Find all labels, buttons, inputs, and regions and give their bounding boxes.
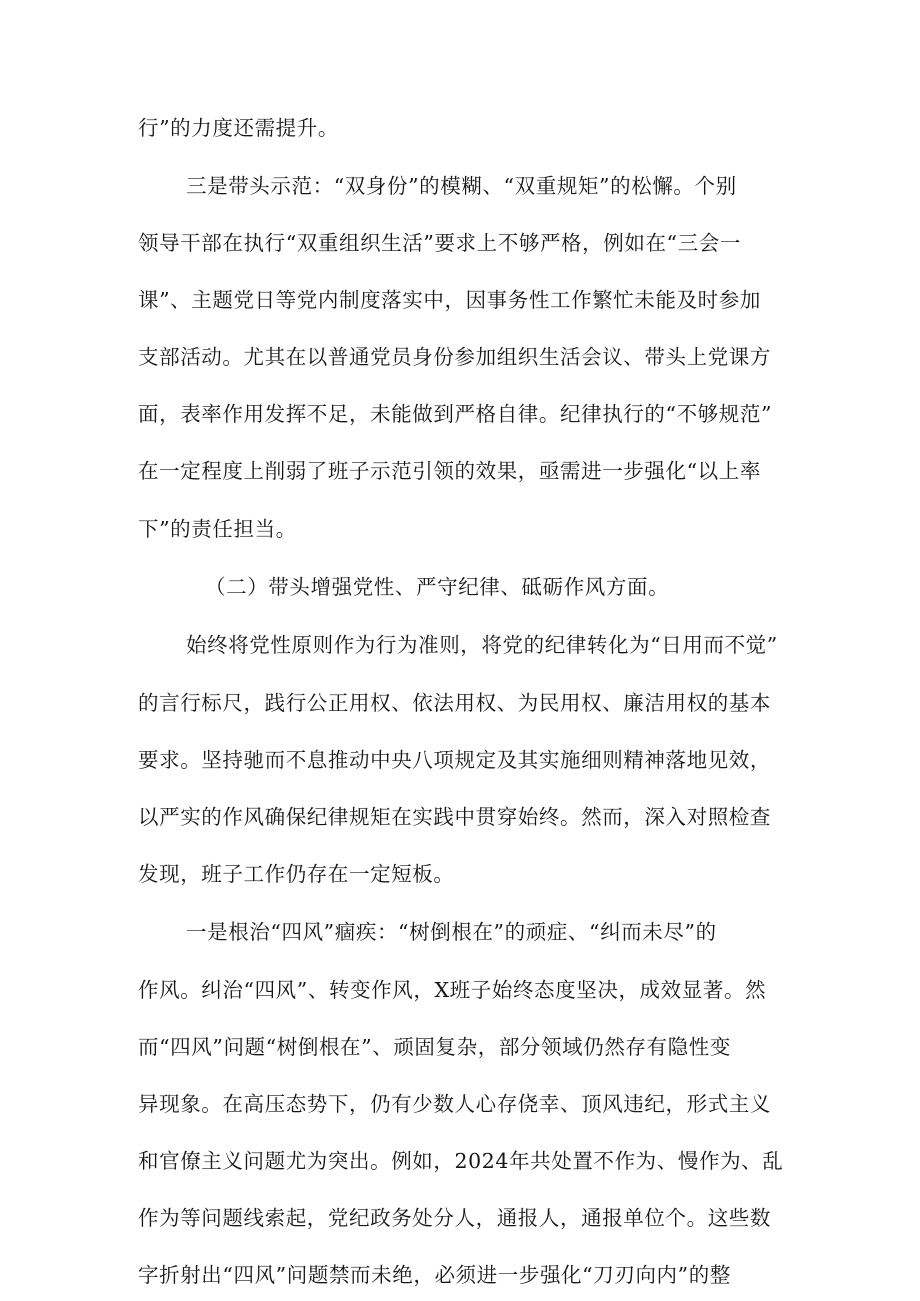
text-line-2: 三是带头示范：“双身份”的模糊、“双重规矩”的松懈。个别 [186, 174, 737, 198]
text-line-3: 领导干部在执行“双重组织生活”要求上不够严格，例如在“三会一 [138, 231, 741, 255]
text-line-7: 在一定程度上削弱了班子示范引领的效果，亟需进一步强化“以上率 [138, 459, 761, 483]
text-line-5: 支部活动。尤其在以普通党员身份参加组织生活会议、带头上党课方 [138, 345, 771, 369]
text-line-18: 异现象。在高压态势下，仍有少数人心存侥幸、顶风违纪，形式主义 [138, 1092, 771, 1116]
text-line-15: 一是根治“四风”痼疾：“树倒根在”的顽症、“纠而未尽”的 [186, 920, 717, 944]
section-heading: （二）带头增强党性、严守纪律、砥砺作风方面。 [205, 575, 670, 599]
text-line-12: 要求。坚持驰而不息推动中央八项规定及其实施细则精神落地见效， [138, 748, 771, 772]
text-line-16: 作风。纠治“四风”、转变作风，X班子始终态度坚决，成效显著。然 [138, 978, 767, 1002]
text-line-21: 字折射出“四风”问题禁而未绝，必须进一步强化“刀刃向内”的整 [138, 1263, 731, 1287]
text-line-17: 而“四风”问题“树倒根在”、顽固复杂，部分领域仍然存有隐性变 [138, 1035, 731, 1059]
text-line-11: 的言行标尺，践行公正用权、依法用权、为民用权、廉洁用权的基本 [138, 691, 771, 715]
text-line-1: 行”的力度还需提升。 [138, 116, 339, 140]
text-line-10: 始终将党性原则作为行为准则，将党的纪律转化为“日用而不觉” [186, 633, 778, 657]
text-line-14: 发现，班子工作仍存在一定短板。 [138, 862, 455, 886]
text-line-8: 下”的责任担当。 [138, 517, 297, 541]
text-line-4: 课”、主题党日等党内制度落实中，因事务性工作繁忙未能及时参加 [138, 288, 761, 312]
text-line-13: 以严实的作风确保纪律规矩在实践中贯穿始终。然而，深入对照检查 [138, 805, 771, 829]
text-line-6: 面，表率作用发挥不足，未能做到严格自律。纪律执行的“不够规范” [138, 402, 773, 426]
text-line-19: 和官僚主义问题尤为突出。例如，2024年共处置不作为、慢作为、乱 [138, 1149, 784, 1173]
text-line-20: 作为等问题线索起，党纪政务处分人，通报人，通报单位个。这些数 [138, 1206, 771, 1230]
